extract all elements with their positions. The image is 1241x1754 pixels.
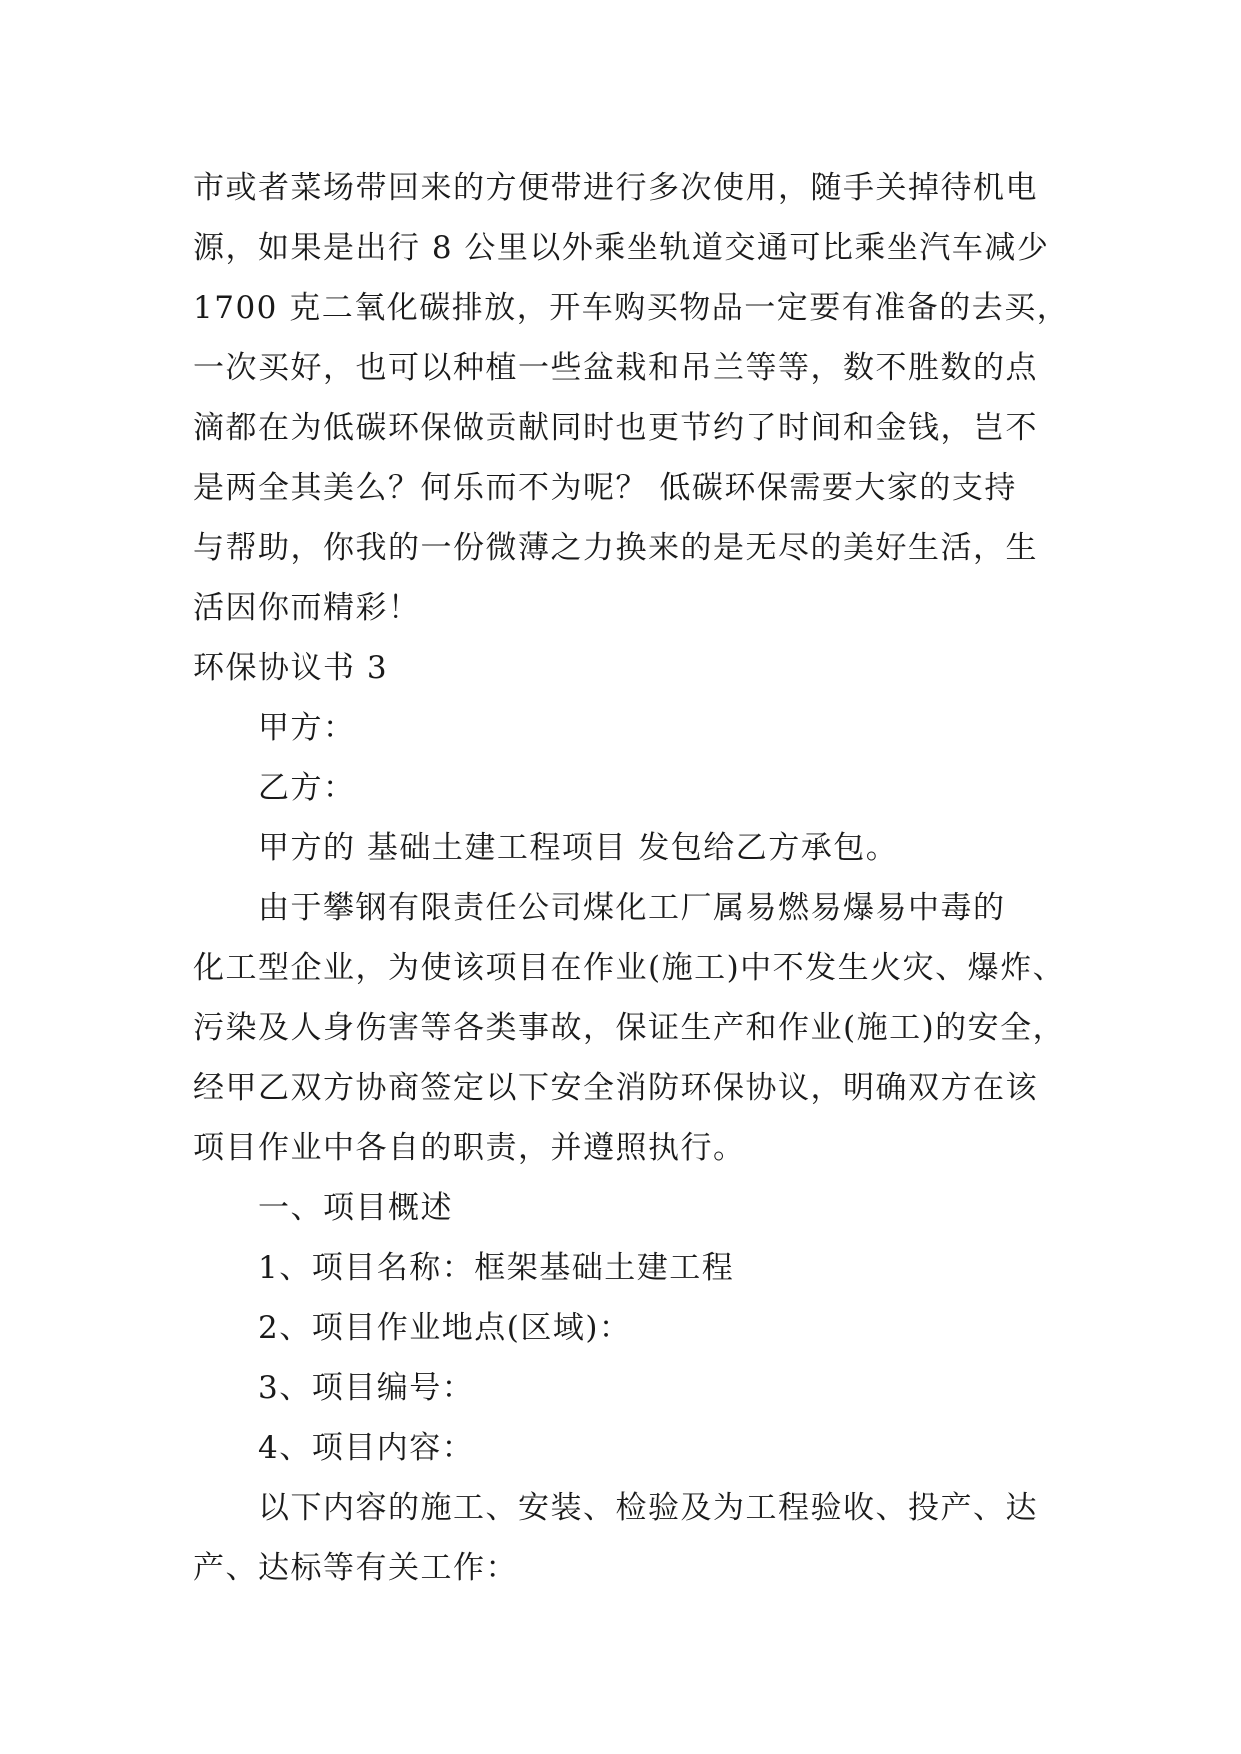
paragraph-line: 污染及人身伤害等各类事故，保证生产和作业(施工)的安全，	[193, 1010, 1066, 1046]
paragraph-line: 经甲乙双方协商签定以下安全消防环保协议，明确双方在该	[193, 1070, 1038, 1106]
section-title: 环保协议书 3	[193, 650, 389, 686]
paragraph-line: 产、达标等有关工作：	[193, 1550, 518, 1586]
paragraph-line: 1700 克二氧化碳排放，开车购买物品一定要有准备的去买，	[193, 290, 1070, 326]
paragraph-line: 项目作业中各自的职责，并遵照执行。	[193, 1130, 746, 1166]
list-item: 3、项目编号：	[258, 1370, 475, 1406]
paragraph-line: 与帮助，你我的一份微薄之力换来的是无尽的美好生活，生	[193, 530, 1038, 566]
list-item: 4、项目内容：	[258, 1430, 475, 1466]
party-a-label: 甲方：	[258, 710, 356, 746]
party-b-label: 乙方：	[258, 770, 356, 806]
paragraph-line: 滴都在为低碳环保做贡献同时也更节约了时间和金钱，岂不	[193, 410, 1038, 446]
subsection-heading: 一、项目概述	[258, 1190, 453, 1226]
list-item: 1、项目名称：框架基础土建工程	[258, 1250, 735, 1286]
paragraph-line: 一次买好，也可以种植一些盆栽和吊兰等等，数不胜数的点	[193, 350, 1038, 386]
paragraph-line: 是两全其美么？何乐而不为呢？ 低碳环保需要大家的支持	[193, 470, 1017, 506]
paragraph-line: 以下内容的施工、安装、检验及为工程验收、投产、达	[258, 1490, 1038, 1526]
paragraph-line: 源，如果是出行 8 公里以外乘坐轨道交通可比乘坐汽车减少	[193, 230, 1050, 266]
list-item: 2、项目作业地点(区域)：	[258, 1310, 632, 1346]
paragraph-line: 由于攀钢有限责任公司煤化工厂属易燃易爆易中毒的	[258, 890, 1006, 926]
paragraph-line: 活因你而精彩！	[193, 590, 421, 626]
paragraph-line: 市或者菜场带回来的方便带进行多次使用，随手关掉待机电	[193, 170, 1038, 206]
paragraph-line: 化工型企业，为使该项目在作业(施工)中不发生火灾、爆炸、	[193, 950, 1066, 986]
paragraph-line: 甲方的 基础土建工程项目 发包给乙方承包。	[258, 830, 899, 866]
